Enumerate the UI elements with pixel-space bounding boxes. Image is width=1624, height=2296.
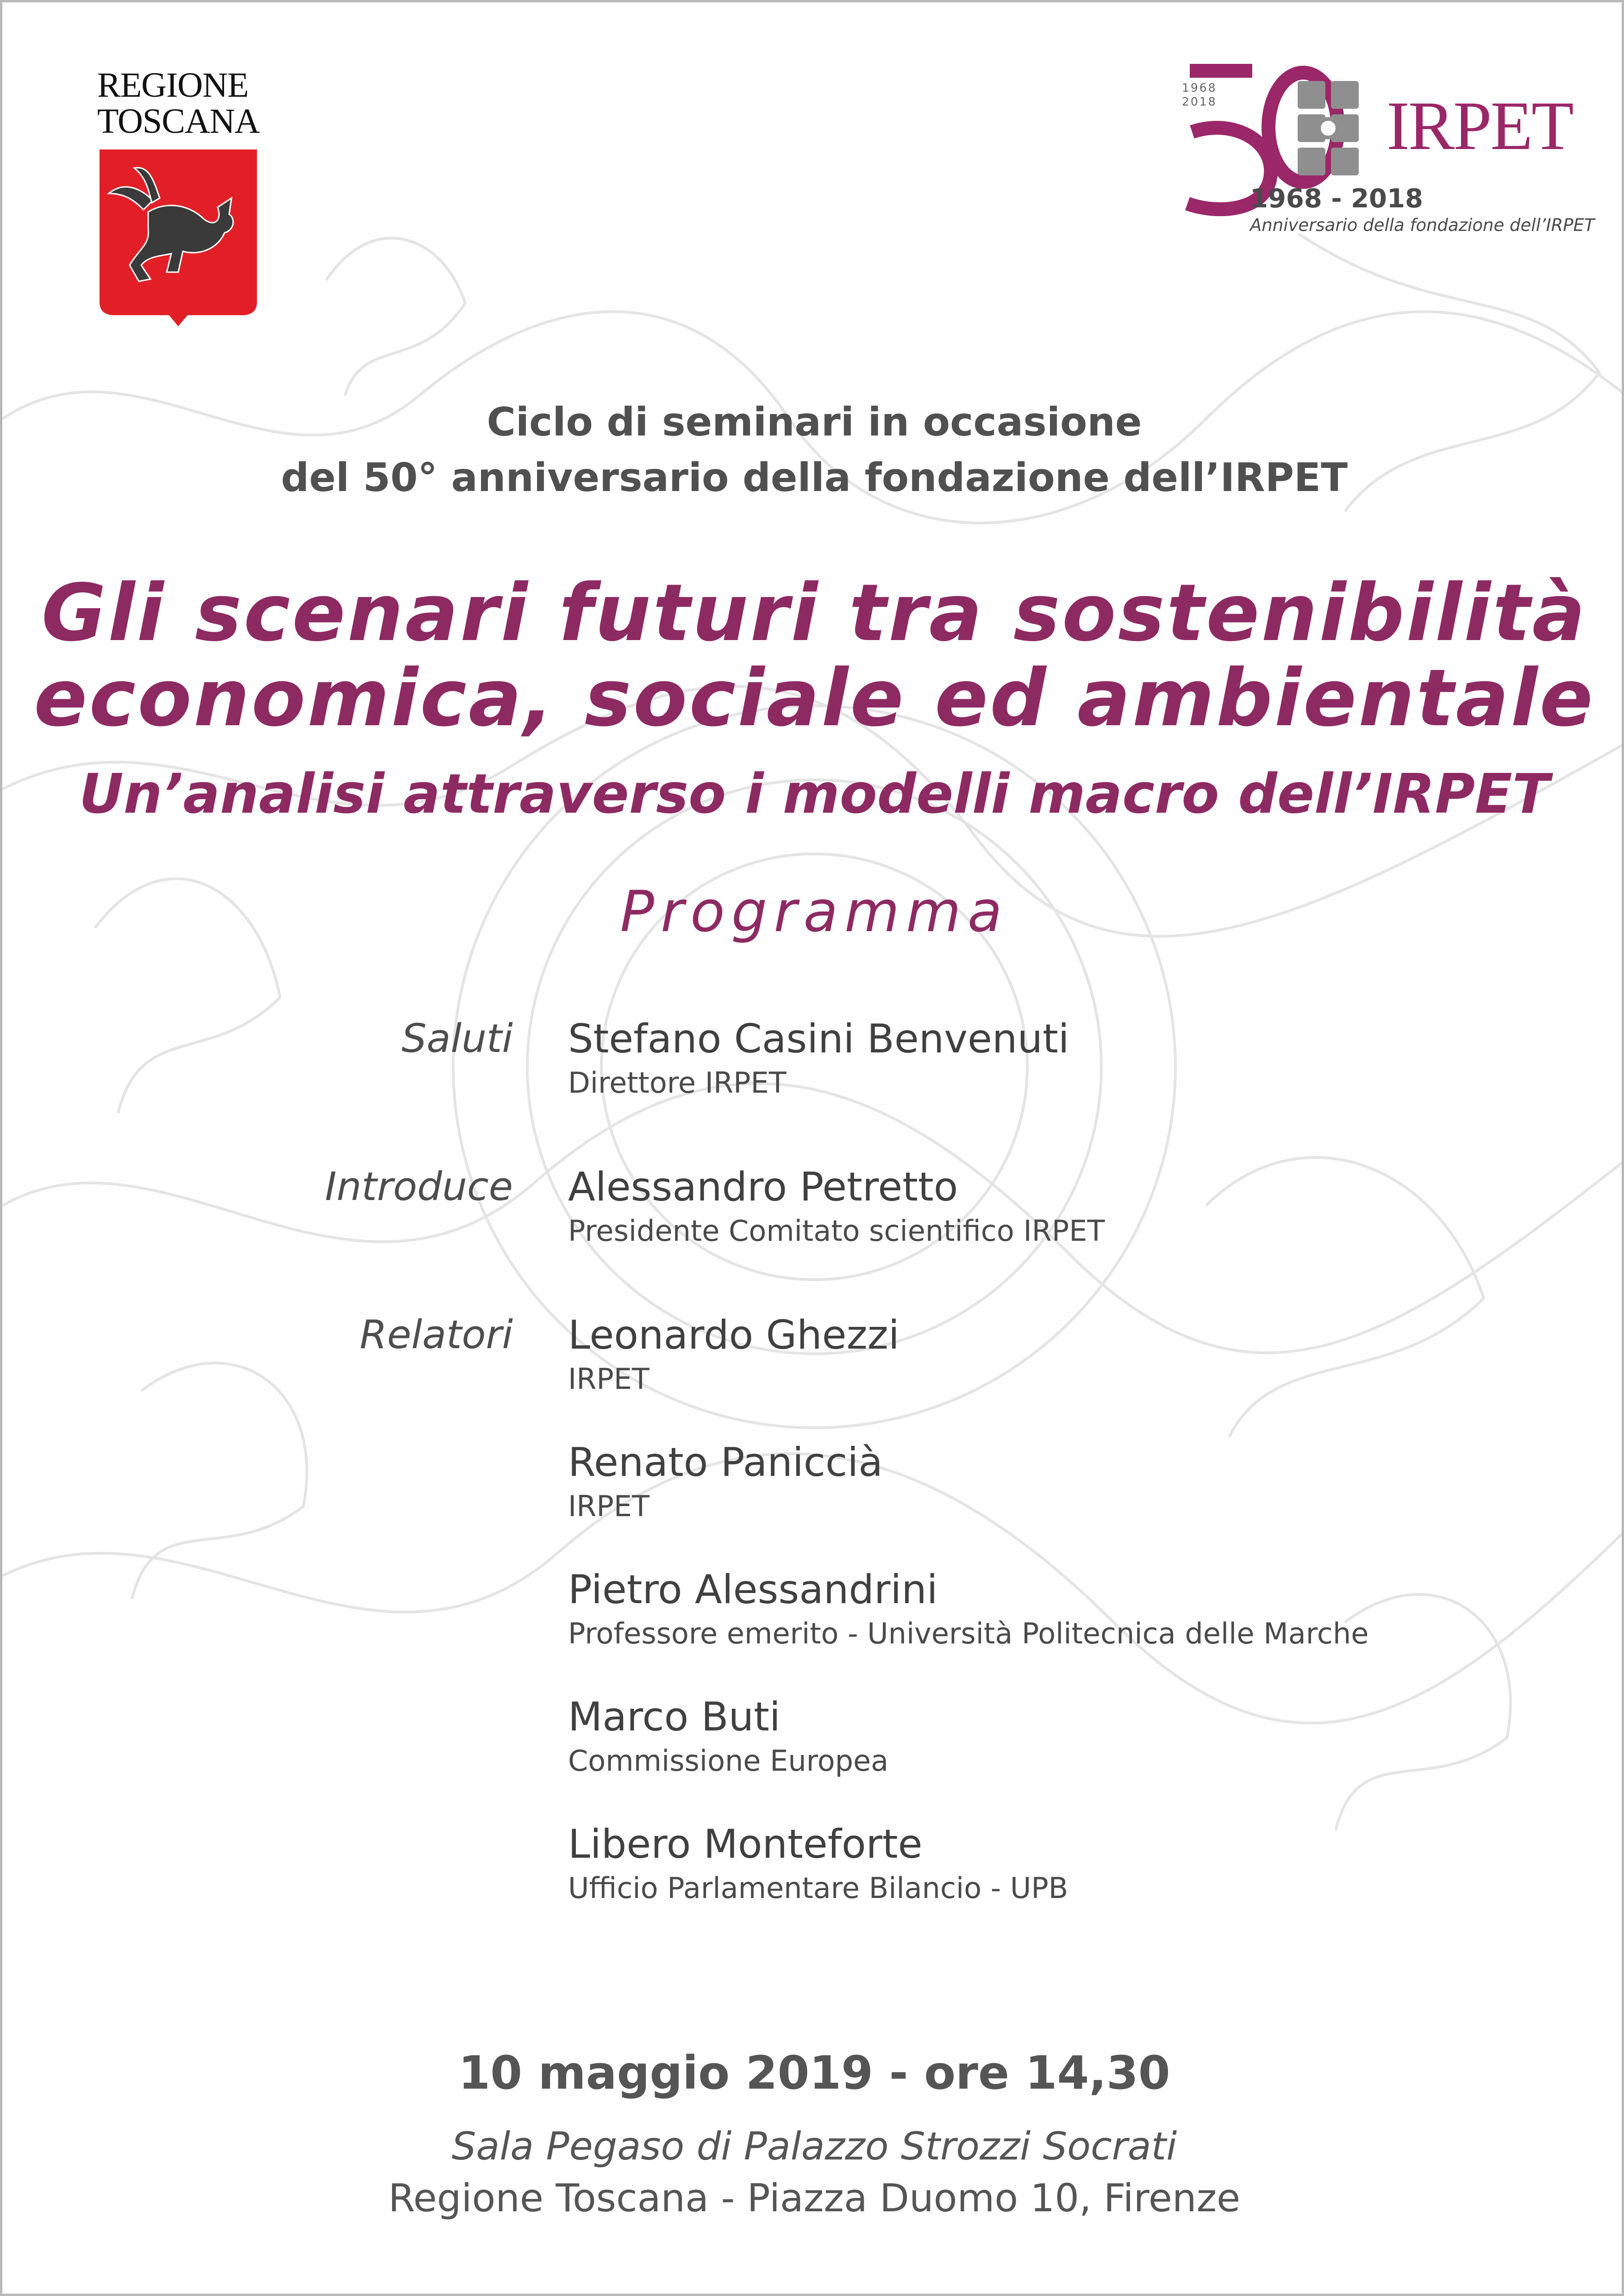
regione-toscana-logo <box>97 67 259 335</box>
event-venue: Sala Pegaso di Palazzo Strozzi Socrati <box>451 2124 1177 2169</box>
irpet-mini-end: 2018 <box>1182 95 1217 108</box>
program-person <box>568 1567 1368 1653</box>
toscana-line: TOSCANA <box>97 102 260 141</box>
programma-heading: Programma <box>620 879 1009 945</box>
pegasus-shield-icon <box>97 149 259 335</box>
seminar-header-line2: del 50° anniversario della fondazione dell’IRPET <box>281 455 1348 501</box>
irpet-mini-years <box>1182 81 1217 109</box>
irpet-mini-start: 1968 <box>1182 81 1217 94</box>
irpet-50-logo <box>1178 62 1595 248</box>
speaker-affiliation: Professore emerito - Università Politecnica delle Marche <box>568 1617 1369 1650</box>
regione-line: REGIONE <box>97 66 249 105</box>
speaker-affiliation: Ufficio Parlamentare Bilancio - UPB <box>568 1871 1068 1905</box>
event-title-line2: economica, sociale ed ambientale <box>34 653 1595 744</box>
speaker-affiliation: IRPET <box>568 1489 650 1523</box>
irpet-years: 1968 - 2018 <box>1250 184 1423 214</box>
seminar-header <box>2 395 1624 506</box>
speaker-name: Libero Monteforte <box>568 1821 923 1867</box>
speaker-name: Stefano Casini Benvenuti <box>568 1016 1069 1062</box>
event-title-line1: Gli scenari futuri tra sostenibilità <box>41 567 1587 659</box>
event-date: 10 maggio 2019 - ore 14,30 <box>458 2047 1170 2100</box>
program-person <box>568 1016 1069 1102</box>
speaker-name: Renato Paniccià <box>568 1439 883 1486</box>
seminar-header-line1: Ciclo di seminari in occasione <box>487 399 1142 445</box>
event-title <box>2 567 1624 744</box>
program-person <box>568 1694 888 1780</box>
program-role: Saluti <box>401 1016 513 1062</box>
program-role: Relatori <box>360 1312 513 1358</box>
program-role: Introduce <box>325 1164 513 1210</box>
irpet-caption: Anniversario della fondazione dell’IRPET <box>1250 215 1595 235</box>
background-ornament <box>2 2 1624 2296</box>
speaker-name: Pietro Alessandrini <box>568 1567 938 1613</box>
speaker-name: Leonardo Ghezzi <box>568 1312 899 1358</box>
speaker-affiliation: IRPET <box>568 1362 650 1396</box>
speaker-name: Marco Buti <box>568 1694 781 1740</box>
irpet-name: IRPET <box>1387 87 1573 164</box>
program-person <box>568 1821 1068 1908</box>
program-person <box>568 1312 899 1399</box>
speaker-affiliation: Commissione Europea <box>568 1744 889 1778</box>
event-subtitle: Un’analisi attraverso i modelli macro dell’IRPET <box>79 762 1550 826</box>
program-person <box>568 1164 1105 1251</box>
event-address: Regione Toscana - Piazza Duomo 10, Firenze <box>388 2176 1241 2221</box>
program-person <box>568 1439 883 1526</box>
speaker-name: Alessandro Petretto <box>568 1164 958 1210</box>
speaker-affiliation: Direttore IRPET <box>568 1066 787 1100</box>
speaker-affiliation: Presidente Comitato scientifico IRPET <box>568 1214 1105 1248</box>
